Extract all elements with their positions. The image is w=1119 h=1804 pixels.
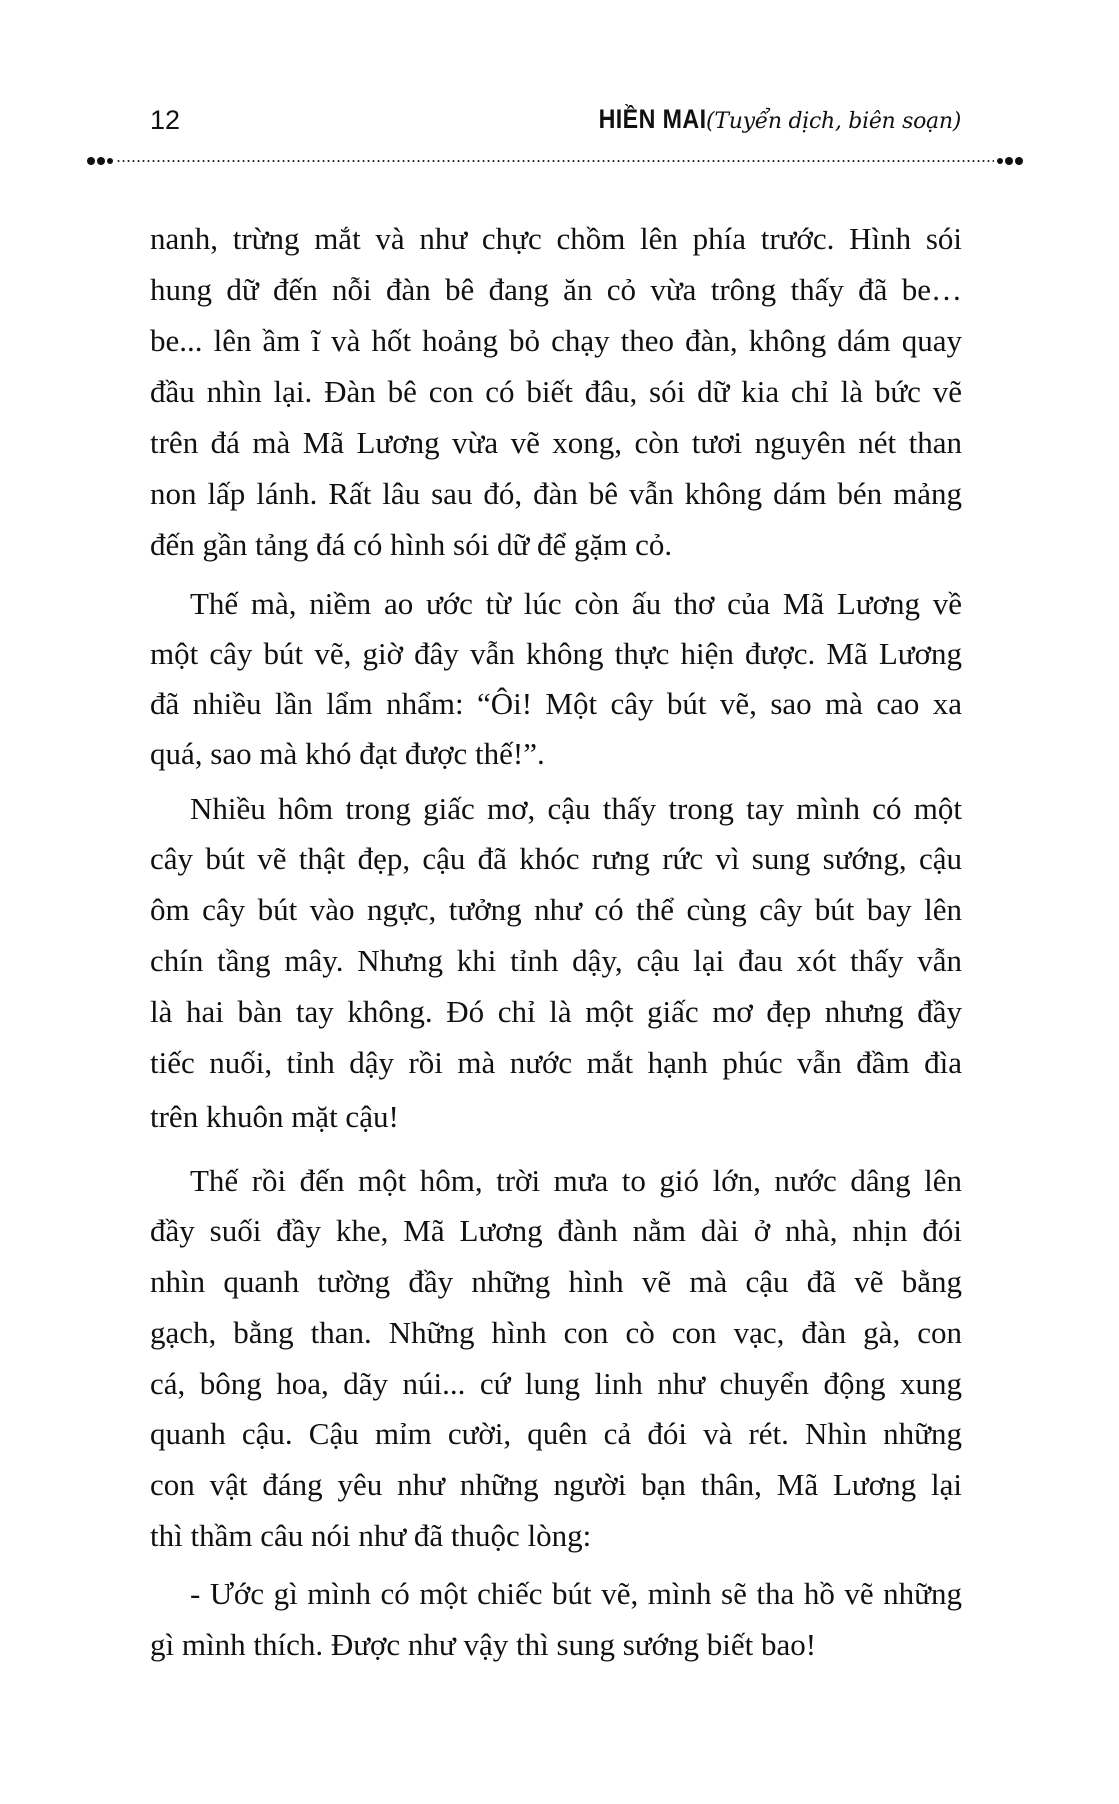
text-line: một cây bút vẽ, giờ đây vẫn không thực hiện được. Mã Lương (150, 636, 962, 671)
text-line: đầu nhìn lại. Đàn bê con có biết đâu, sói dữ kia chỉ là bức vẽ (150, 374, 962, 409)
text-line: tiếc nuối, tỉnh dậy rồi mà nước mắt hạnh phúc vẫn đầm đìa (150, 1045, 962, 1080)
text-line: be... lên ầm ĩ và hốt hoảng bỏ chạy theo đàn, không dám quay (150, 323, 962, 358)
dot-ornament-left-2 (97, 157, 105, 165)
text-line: chín tầng mây. Nhưng khi tỉnh dậy, cậu lại đau xót thấy vẫn (150, 943, 962, 978)
dotted-line (116, 160, 994, 162)
book-subtitle: (Tuyển dịch, biên soạn) (706, 109, 961, 134)
text-line: Thế rồi đến một hôm, trời mưa to gió lớn, nước dâng lên (190, 1163, 962, 1198)
author-name: HIỀN MAI (598, 104, 707, 134)
text-line: non lấp lánh. Rất lâu sau đó, đàn bê vẫn không dám bén mảng (150, 476, 962, 511)
dot-ornament-right-2 (1005, 157, 1013, 165)
text-line: Thế mà, niềm ao ước từ lúc còn ấu thơ của Mã Lương về (190, 586, 962, 621)
text-line: thì thầm câu nói như đã thuộc lòng: (150, 1518, 592, 1553)
dot-ornament-right-1 (997, 158, 1003, 164)
page-number: 12 (150, 105, 181, 135)
dotted-divider (86, 154, 1024, 168)
text-line: quá, sao mà khó đạt được thế!”. (150, 736, 545, 771)
text-line: ôm cây bút vào ngực, tưởng như có thể cùng cây bút bay lên (150, 892, 962, 927)
text-line: trên khuôn mặt cậu! (150, 1099, 399, 1134)
text-line: Nhiều hôm trong giấc mơ, cậu thấy trong tay mình có một (190, 791, 962, 826)
book-attribution (581, 102, 961, 141)
text-line: đã nhiều lần lẩm nhẩm: “Ôi! Một cây bút vẽ, sao mà cao xa (150, 686, 962, 721)
running-header (0, 0, 1119, 180)
text-line: đến gần tảng đá có hình sói dữ để gặm cỏ. (150, 527, 673, 562)
text-line: đầy suối đầy khe, Mã Lương đành nằm dài ở nhà, nhịn đói (150, 1213, 962, 1248)
text-line: nanh, trừng mắt và như chực chồm lên phía trước. Hình sói (150, 221, 962, 256)
text-line: cây bút vẽ thật đẹp, cậu đã khóc rưng rức vì sung sướng, cậu (150, 841, 962, 876)
dot-ornament-left-3 (107, 158, 113, 164)
text-line: gì mình thích. Được như vậy thì sung sướng biết bao! (150, 1627, 817, 1662)
text-line: trên đá mà Mã Lương vừa vẽ xong, còn tươi nguyên nét than (150, 425, 962, 460)
text-line: con vật đáng yêu như những người bạn thân, Mã Lương lại (150, 1467, 962, 1502)
text-line: nhìn quanh tường đầy những hình vẽ mà cậu đã vẽ bằng (150, 1264, 962, 1299)
text-line: là hai bàn tay không. Đó chỉ là một giấc mơ đẹp nhưng đầy (150, 994, 962, 1029)
text-line: cá, bông hoa, dãy núi... cứ lung linh như chuyển động xung (150, 1366, 962, 1401)
text-line: - Ước gì mình có một chiếc bút vẽ, mình sẽ tha hồ vẽ những (190, 1576, 962, 1611)
text-line: hung dữ đến nỗi đàn bê đang ăn cỏ vừa trông thấy đã be… (150, 272, 962, 307)
text-line: quanh cậu. Cậu mỉm cười, quên cả đói và rét. Nhìn những (150, 1416, 962, 1451)
text-line: gạch, bằng than. Những hình con cò con vạc, đàn gà, con (150, 1315, 962, 1350)
dot-ornament-right-3 (1015, 157, 1023, 165)
dot-ornament-left-1 (87, 157, 95, 165)
